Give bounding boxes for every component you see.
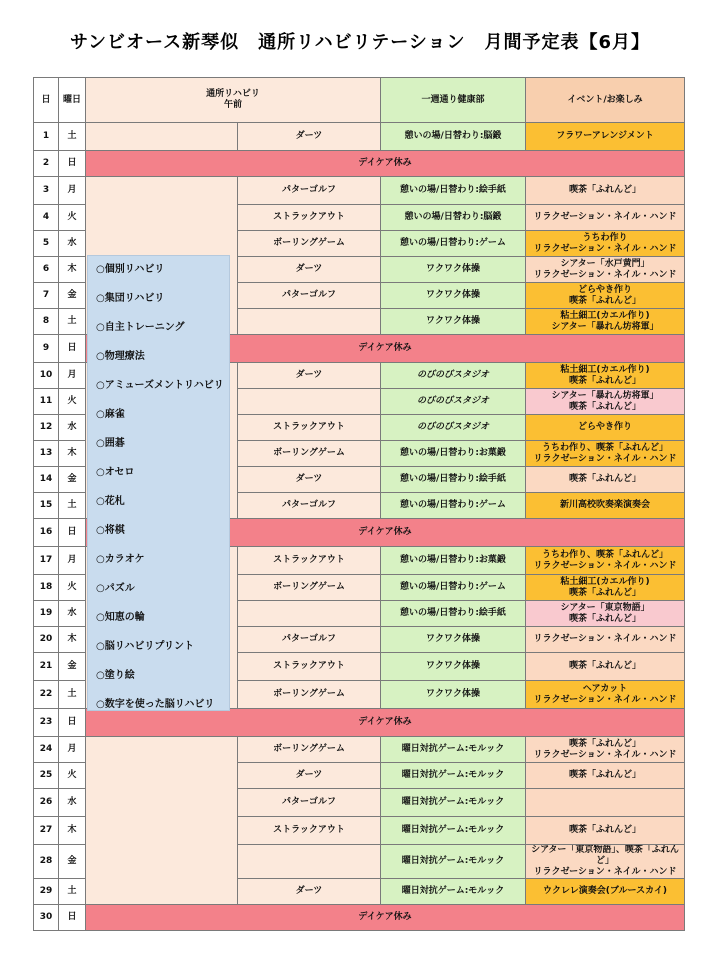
dow-cell: 月 bbox=[59, 547, 86, 575]
event-cell: 喫茶「ふれんど」 bbox=[526, 177, 685, 205]
rehab-cell bbox=[238, 601, 381, 627]
free-choice-cell bbox=[86, 123, 238, 151]
day-cell: 5 bbox=[34, 231, 59, 257]
event-cell bbox=[526, 789, 685, 817]
event-cell: シアター「水戸黄門」 リラクゼーション・ネイル・ハンド bbox=[526, 257, 685, 283]
dow-cell: 金 bbox=[59, 467, 86, 493]
schedule-row bbox=[34, 737, 685, 763]
rehab-cell: ダーツ bbox=[238, 257, 381, 283]
rehab-cell: ストラックアウト bbox=[238, 205, 381, 231]
health-program-cell: のびのびスタジオ bbox=[381, 415, 526, 441]
day-cell: 26 bbox=[34, 789, 59, 817]
free-menu-item: ○将棋 bbox=[96, 525, 125, 536]
day-cell: 17 bbox=[34, 547, 59, 575]
closed-day-banner: デイケア休み bbox=[86, 519, 685, 547]
day-cell: 14 bbox=[34, 467, 59, 493]
free-menu-item: ○囲碁 bbox=[96, 438, 125, 449]
dow-cell: 火 bbox=[59, 763, 86, 789]
free-menu-item: ○個別リハビリ bbox=[96, 264, 165, 275]
rehab-cell: パターゴルフ bbox=[238, 283, 381, 309]
dow-cell: 木 bbox=[59, 257, 86, 283]
health-program-cell: 曜日対抗ゲーム:モルック bbox=[381, 879, 526, 905]
health-program-cell: ワクワク体操 bbox=[381, 309, 526, 335]
health-program-cell: 憩いの場/日替わり:絵手紙 bbox=[381, 467, 526, 493]
dow-cell: 日 bbox=[59, 335, 86, 363]
day-cell: 9 bbox=[34, 335, 59, 363]
free-menu-list bbox=[87, 255, 230, 711]
day-cell: 24 bbox=[34, 737, 59, 763]
free-menu-item: ○麻雀 bbox=[96, 409, 125, 420]
rehab-cell: ボーリングゲーム bbox=[238, 737, 381, 763]
rehab-cell: ボーリングゲーム bbox=[238, 681, 381, 709]
dow-cell: 土 bbox=[59, 123, 86, 151]
dow-cell: 水 bbox=[59, 231, 86, 257]
free-menu-item: ○アミューズメントリハビリ bbox=[96, 380, 224, 391]
health-program-cell: 憩いの場/日替わり:ゲーム bbox=[381, 231, 526, 257]
day-cell: 28 bbox=[34, 845, 59, 879]
header-dow: 曜日 bbox=[59, 78, 86, 123]
event-cell: フラワーアレンジメント bbox=[526, 123, 685, 151]
rehab-cell: パターゴルフ bbox=[238, 789, 381, 817]
dow-cell: 木 bbox=[59, 441, 86, 467]
dow-cell: 月 bbox=[59, 737, 86, 763]
closed-day-banner: デイケア休み bbox=[86, 335, 685, 363]
event-cell: 粘土細工(カエル作り) 喫茶「ふれんど」 bbox=[526, 363, 685, 389]
header-rehab bbox=[86, 78, 381, 123]
event-cell: 喫茶「ふれんど」 リラクゼーション・ネイル・ハンド bbox=[526, 737, 685, 763]
free-menu-item: ○塗り絵 bbox=[96, 670, 135, 681]
dow-cell: 火 bbox=[59, 205, 86, 231]
rehab-cell: パターゴルフ bbox=[238, 493, 381, 519]
dow-cell: 金 bbox=[59, 653, 86, 681]
rehab-cell: ダーツ bbox=[238, 467, 381, 493]
free-choice-cell bbox=[86, 737, 238, 905]
closed-day-banner: デイケア休み bbox=[86, 151, 685, 177]
event-cell: ウクレレ演奏会(ブルースカイ) bbox=[526, 879, 685, 905]
page-title: サンビオース新琴似 通所リハビリテーション 月間予定表【6月】 bbox=[69, 32, 651, 53]
rehab-cell bbox=[238, 845, 381, 879]
free-menu-item: ○数字を使った脳リハビリ bbox=[96, 699, 215, 710]
rehab-cell: ストラックアウト bbox=[238, 653, 381, 681]
event-cell: シアター「暴れん坊将軍」 喫茶「ふれんど」 bbox=[526, 389, 685, 415]
dow-cell: 日 bbox=[59, 519, 86, 547]
health-program-cell: 憩いの場/日替わり:お菓鍛 bbox=[381, 547, 526, 575]
event-cell: 新川高校吹奏楽演奏会 bbox=[526, 493, 685, 519]
day-cell: 25 bbox=[34, 763, 59, 789]
day-cell: 29 bbox=[34, 879, 59, 905]
day-cell: 1 bbox=[34, 123, 59, 151]
dow-cell: 火 bbox=[59, 575, 86, 601]
day-cell: 30 bbox=[34, 905, 59, 931]
schedule-row bbox=[34, 177, 685, 205]
free-menu-item: ○知恵の輪 bbox=[96, 612, 145, 623]
dow-cell: 金 bbox=[59, 283, 86, 309]
day-cell: 2 bbox=[34, 151, 59, 177]
day-cell: 16 bbox=[34, 519, 59, 547]
health-program-cell: ワクワク体操 bbox=[381, 627, 526, 653]
free-menu-item: ○集団リハビリ bbox=[96, 293, 165, 304]
dow-cell: 木 bbox=[59, 627, 86, 653]
rehab-cell: ボーリングゲーム bbox=[238, 231, 381, 257]
rehab-cell: パターゴルフ bbox=[238, 177, 381, 205]
event-cell: 喫茶「ふれんど」 bbox=[526, 763, 685, 789]
day-cell: 13 bbox=[34, 441, 59, 467]
dow-cell: 日 bbox=[59, 151, 86, 177]
event-cell: 喫茶「ふれんど」 bbox=[526, 817, 685, 845]
health-program-cell: ワクワク体操 bbox=[381, 653, 526, 681]
event-cell: 喫茶「ふれんど」 bbox=[526, 653, 685, 681]
dow-cell: 土 bbox=[59, 309, 86, 335]
dow-cell: 火 bbox=[59, 389, 86, 415]
event-cell: 粘土細工(カエル作り) 喫茶「ふれんど」 bbox=[526, 575, 685, 601]
dow-cell: 水 bbox=[59, 601, 86, 627]
closed-day-banner: デイケア休み bbox=[86, 709, 685, 737]
event-cell: うちわ作り リラクゼーション・ネイル・ハンド bbox=[526, 231, 685, 257]
day-cell: 4 bbox=[34, 205, 59, 231]
header-rehab-line2: 午前 bbox=[223, 100, 242, 110]
rehab-cell: ボーリングゲーム bbox=[238, 441, 381, 467]
event-cell: ヘアカット リラクゼーション・ネイル・ハンド bbox=[526, 681, 685, 709]
dow-cell: 水 bbox=[59, 415, 86, 441]
header-green: 一週通り健康部 bbox=[381, 78, 526, 123]
rehab-cell bbox=[238, 389, 381, 415]
dow-cell: 月 bbox=[59, 177, 86, 205]
day-cell: 8 bbox=[34, 309, 59, 335]
dow-cell: 土 bbox=[59, 879, 86, 905]
day-cell: 3 bbox=[34, 177, 59, 205]
dow-cell: 日 bbox=[59, 709, 86, 737]
day-cell: 7 bbox=[34, 283, 59, 309]
dow-cell: 日 bbox=[59, 905, 86, 931]
free-menu-item: ○脳リハビリプリント bbox=[96, 641, 195, 652]
rehab-cell: ダーツ bbox=[238, 123, 381, 151]
event-cell: どらやき作り 喫茶「ふれんど」 bbox=[526, 283, 685, 309]
health-program-cell: 憩いの場/日替わり:ゲーム bbox=[381, 493, 526, 519]
event-cell: シアター「東京物語」 喫茶「ふれんど」 bbox=[526, 601, 685, 627]
health-program-cell: 憩いの場/日替わり:絵手紙 bbox=[381, 177, 526, 205]
free-menu-item: ○自主トレーニング bbox=[96, 322, 185, 333]
schedule-row bbox=[34, 151, 685, 177]
day-cell: 10 bbox=[34, 363, 59, 389]
day-cell: 6 bbox=[34, 257, 59, 283]
dow-cell: 水 bbox=[59, 789, 86, 817]
free-menu-item: ○物理療法 bbox=[96, 351, 145, 362]
event-cell: リラクゼーション・ネイル・ハンド bbox=[526, 205, 685, 231]
health-program-cell: 曜日対抗ゲーム:モルック bbox=[381, 845, 526, 879]
dow-cell: 土 bbox=[59, 493, 86, 519]
rehab-cell: ボーリングゲーム bbox=[238, 575, 381, 601]
day-cell: 21 bbox=[34, 653, 59, 681]
health-program-cell: ワクワク体操 bbox=[381, 257, 526, 283]
free-menu-item: ○パズル bbox=[96, 583, 135, 594]
dow-cell: 木 bbox=[59, 817, 86, 845]
rehab-cell: ストラックアウト bbox=[238, 415, 381, 441]
header-row bbox=[34, 78, 685, 123]
day-cell: 15 bbox=[34, 493, 59, 519]
health-program-cell: のびのびスタジオ bbox=[381, 363, 526, 389]
day-cell: 22 bbox=[34, 681, 59, 709]
closed-day-banner: デイケア休み bbox=[86, 905, 685, 931]
health-program-cell: 憩いの場/日替わり:お菓鍛 bbox=[381, 441, 526, 467]
health-program-cell: ワクワク体操 bbox=[381, 681, 526, 709]
health-program-cell: 憩いの場/日替わり:ゲーム bbox=[381, 575, 526, 601]
day-cell: 23 bbox=[34, 709, 59, 737]
health-program-cell: 曜日対抗ゲーム:モルック bbox=[381, 737, 526, 763]
rehab-cell: ストラックアウト bbox=[238, 817, 381, 845]
dow-cell: 月 bbox=[59, 363, 86, 389]
day-cell: 18 bbox=[34, 575, 59, 601]
header-rehab-line1: 通所リハビリ bbox=[206, 89, 260, 99]
day-cell: 11 bbox=[34, 389, 59, 415]
event-cell: うちわ作り、喫茶「ふれんど」 リラクゼーション・ネイル・ハンド bbox=[526, 441, 685, 467]
health-program-cell: 曜日対抗ゲーム:モルック bbox=[381, 817, 526, 845]
schedule-row bbox=[34, 905, 685, 931]
day-cell: 19 bbox=[34, 601, 59, 627]
event-cell: 粘土細工(カエル作り) シアター「暴れん坊将軍」 bbox=[526, 309, 685, 335]
dow-cell: 土 bbox=[59, 681, 86, 709]
rehab-cell: ダーツ bbox=[238, 763, 381, 789]
health-program-cell: 曜日対抗ゲーム:モルック bbox=[381, 763, 526, 789]
dow-cell: 金 bbox=[59, 845, 86, 879]
day-cell: 27 bbox=[34, 817, 59, 845]
rehab-cell: ダーツ bbox=[238, 363, 381, 389]
free-menu-item: ○花札 bbox=[96, 496, 125, 507]
health-program-cell: 憩いの場/日替わり:脳鍛 bbox=[381, 205, 526, 231]
event-cell: どらやき作り bbox=[526, 415, 685, 441]
health-program-cell: 曜日対抗ゲーム:モルック bbox=[381, 789, 526, 817]
day-cell: 12 bbox=[34, 415, 59, 441]
free-menu-item: ○カラオケ bbox=[96, 554, 145, 565]
event-cell: リラクゼーション・ネイル・ハンド bbox=[526, 627, 685, 653]
event-cell: うちわ作り、喫茶「ふれんど」 リラクゼーション・ネイル・ハンド bbox=[526, 547, 685, 575]
rehab-cell bbox=[238, 309, 381, 335]
health-program-cell: ワクワク体操 bbox=[381, 283, 526, 309]
rehab-cell: ストラックアウト bbox=[238, 547, 381, 575]
rehab-cell: パターゴルフ bbox=[238, 627, 381, 653]
health-program-cell: 憩いの場/日替わり:絵手紙 bbox=[381, 601, 526, 627]
schedule-row bbox=[34, 123, 685, 151]
free-menu-item: ○オセロ bbox=[96, 467, 135, 478]
event-cell: 喫茶「ふれんど」 bbox=[526, 467, 685, 493]
rehab-cell: ダーツ bbox=[238, 879, 381, 905]
day-cell: 20 bbox=[34, 627, 59, 653]
header-event: イベント/お楽しみ bbox=[526, 78, 685, 123]
header-day: 日 bbox=[34, 78, 59, 123]
health-program-cell: のびのびスタジオ bbox=[381, 389, 526, 415]
event-cell: シアター「東京物語」、喫茶「ふれんど」 リラクゼーション・ネイル・ハンド bbox=[526, 845, 685, 879]
health-program-cell: 憩いの場/日替わり:脳鍛 bbox=[381, 123, 526, 151]
